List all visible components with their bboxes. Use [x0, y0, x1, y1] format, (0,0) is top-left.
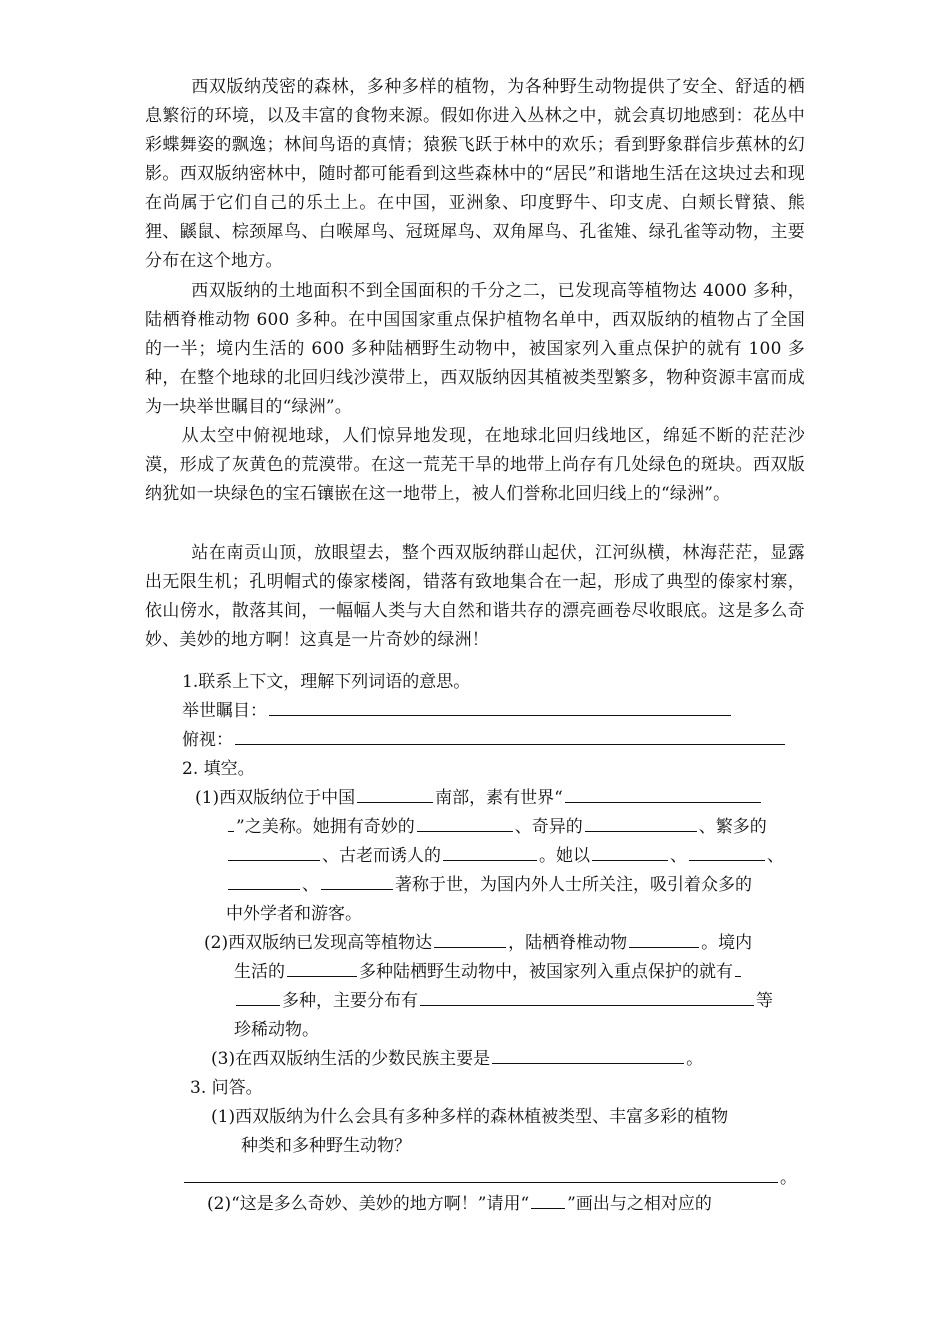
q2-s1-text-e: 、繁多的 — [698, 817, 767, 837]
q2-s1-line2 — [226, 813, 767, 841]
q2-s2-text-c: 。境内 — [701, 933, 753, 953]
q2-s1-line4 — [226, 871, 752, 899]
q2-s3-text-a: (3)在西双版纳生活的少数民族主要是 — [211, 1049, 491, 1069]
q1-word1-answer-blank[interactable] — [269, 697, 731, 716]
q1-word2-answer-blank[interactable] — [235, 726, 785, 745]
q2-s1-line5: 中外学者和游客。 — [226, 904, 362, 924]
q2-s1-blank-title[interactable] — [565, 784, 761, 803]
passage-paragraph-3 — [145, 422, 805, 509]
q2-s1-text-a: (1)西双版纳位于中国 — [195, 788, 356, 808]
q2-s1-text-h: 、 — [670, 846, 687, 866]
q1-title: 1.联系上下文，理解下列词语的意思。 — [182, 672, 471, 692]
passage-text-1: 西双版纳茂密的森林，多种多样的植物，为各种野生动物提供了安全、舒适的栖息繁衍的环境，以及丰富的食物来源。假如你进入丛林之中，就会真切地感到：花丛中彩蝶舞姿的飘逸；林间鸟语的真情；猿猴飞跃于林中的欢乐；看到野象群信步蕉林的幻影。西双版纳密林中，随时都可能看到这些森林中的“居民”和谐地生活在这块过去和现在尚属于它们自己的乐土上。在中国，亚洲象、印度野牛、印支虎、白颊长臂猿、熊狸、鼷鼠、棕颈犀鸟、白喉犀鸟、冠斑犀鸟、双角犀鸟、孔雀雉、绿孔雀等动物，主要分布在这个地方。 — [145, 77, 805, 271]
q3-p1-line1: (1)西双版纳为什么会具有多种多样的森林植被类型、丰富多彩的植物 — [211, 1107, 729, 1127]
q2-s2-blank-vertebrates[interactable] — [629, 929, 699, 948]
passage-text-2: 西双版纳的土地面积不到全国面积的千分之二，已发现高等植物达 4000 多种，陆栖脊椎动物 600 多种。在中国国家重点保护植物名单中，西双版纳的植物占了全国的一半；境内生活的 600 多种陆栖野生动物中，被国家列入重点保护的就有 100 多种，在整个地球的北回归线沙漠带上，西双版纳因其植被类型繁多，物种资源丰富而成为一块举世瞩目的“绿洲”。 — [145, 281, 805, 417]
q2-s3-text-b: 。 — [686, 1049, 704, 1069]
q2-s1-text-f: 、古老而诱人的 — [322, 846, 441, 866]
q2-s1-text-d: 、奇异的 — [514, 817, 583, 837]
q2-s1-blank-title-cont[interactable] — [228, 813, 234, 832]
q3-p1-answer-blank[interactable] — [184, 1164, 778, 1183]
q2-s1-blank-3[interactable] — [228, 842, 320, 861]
q2-s1-line1 — [195, 784, 763, 812]
q3-title: 3. 问答。 — [190, 1078, 263, 1098]
q3-p2-underline-sample — [531, 1190, 565, 1209]
q2-s1-text-c: ”之美称。她拥有奇妙的 — [236, 817, 415, 837]
passage-text-3: 从太空中俯视地球，人们惊异地发现，在地球北回归线地区，绵延不断的茫茫沙漠，形成了灰黄色的荒漠带。在这一荒芜干旱的地带上尚存有几处绿色的斑块。西双版纳犹如一块绿色的宝石镶嵌在这一地带上，被人们誉称北回归线上的“绿洲”。 — [145, 426, 805, 504]
q2-s2-blank-animals[interactable] — [420, 987, 754, 1006]
q3-p1-end-mark: 。 — [780, 1168, 797, 1188]
q2-s2-text-d: 生活的 — [234, 962, 285, 982]
passage-paragraph-1 — [145, 73, 805, 276]
q2-s2-text-a: (2)西双版纳已发现高等植物达 — [204, 933, 433, 953]
q2-title: 2. 填空。 — [182, 759, 255, 779]
passage-paragraph-2 — [145, 277, 805, 422]
q2-s1-blank-2[interactable] — [585, 813, 697, 832]
q3-p2-text-a: (2)“这是多么奇妙、美妙的地方啊！”请用“ — [207, 1194, 530, 1214]
q2-s1-text-k: 著称于世，为国内外人士所关注，吸引着众多的 — [395, 875, 752, 895]
q1-word1-label: 举世瞩目： — [182, 701, 267, 721]
q2-s1-line3 — [226, 842, 784, 870]
q2-s1-blank-7[interactable] — [228, 871, 300, 890]
q2-s1-text-j: 、 — [302, 875, 319, 895]
q2-s1-blank-6[interactable] — [689, 842, 765, 861]
passage-paragraph-4 — [145, 539, 805, 655]
q2-s1-blank-8[interactable] — [321, 871, 393, 890]
q1-word1-row — [182, 697, 733, 725]
q2-s2-line3 — [234, 987, 773, 1015]
q2-s2-blank-species[interactable] — [287, 958, 357, 977]
q2-s1-text-i: 、 — [767, 846, 784, 866]
q2-s2-text-g: 等 — [756, 991, 773, 1011]
q2-s1-text-g: 。她以 — [539, 846, 590, 866]
q2-s3-line1 — [211, 1045, 703, 1073]
q2-s2-line4: 珍稀动物。 — [234, 1020, 319, 1040]
q1-word2-label: 俯视： — [182, 730, 233, 750]
q3-p2-line1 — [207, 1190, 712, 1218]
passage-text-4: 站在南贡山顶，放眼望去，整个西双版纳群山起伏，江河纵横，林海茫茫，显露出无限生机；孔明帽式的傣家楼阁，错落有致地集合在一起，形成了典型的傣家村寨，依山傍水，散落其间，一幅幅人类与大自然和谐共存的漂亮画卷尽收眼底。这是多么奇妙、美妙的地方啊！这真是一片奇妙的绿洲！ — [145, 543, 805, 650]
q2-s3-blank-minorities[interactable] — [492, 1045, 684, 1064]
q2-s2-blank-protected-cont[interactable] — [236, 987, 280, 1006]
q2-s2-line1 — [204, 929, 752, 957]
q2-s2-text-b: ，陆栖脊椎动物 — [508, 933, 628, 953]
q3-p1-line2: 种类和多种野生动物？ — [241, 1136, 411, 1156]
q2-s2-text-f: 多种，主要分布有 — [282, 991, 418, 1011]
q1-word2-row — [182, 726, 787, 754]
q2-s1-blank-4[interactable] — [443, 842, 537, 861]
q2-s1-blank-5[interactable] — [592, 842, 668, 861]
q2-s2-blank-protected[interactable] — [735, 958, 741, 977]
q3-p2-text-b: ”画出与之相对应的 — [567, 1194, 712, 1214]
q2-s2-text-e: 多种陆栖野生动物中，被国家列入重点保护的就有 — [359, 962, 733, 982]
q3-p1-answer-row — [182, 1164, 797, 1192]
q2-s1-blank-region[interactable] — [357, 784, 433, 803]
q2-s2-blank-plants[interactable] — [434, 929, 506, 948]
q2-s1-blank-1[interactable] — [417, 813, 513, 832]
q2-s2-line2 — [234, 958, 743, 986]
q2-s1-text-b: 南部，素有世界“ — [435, 788, 563, 808]
